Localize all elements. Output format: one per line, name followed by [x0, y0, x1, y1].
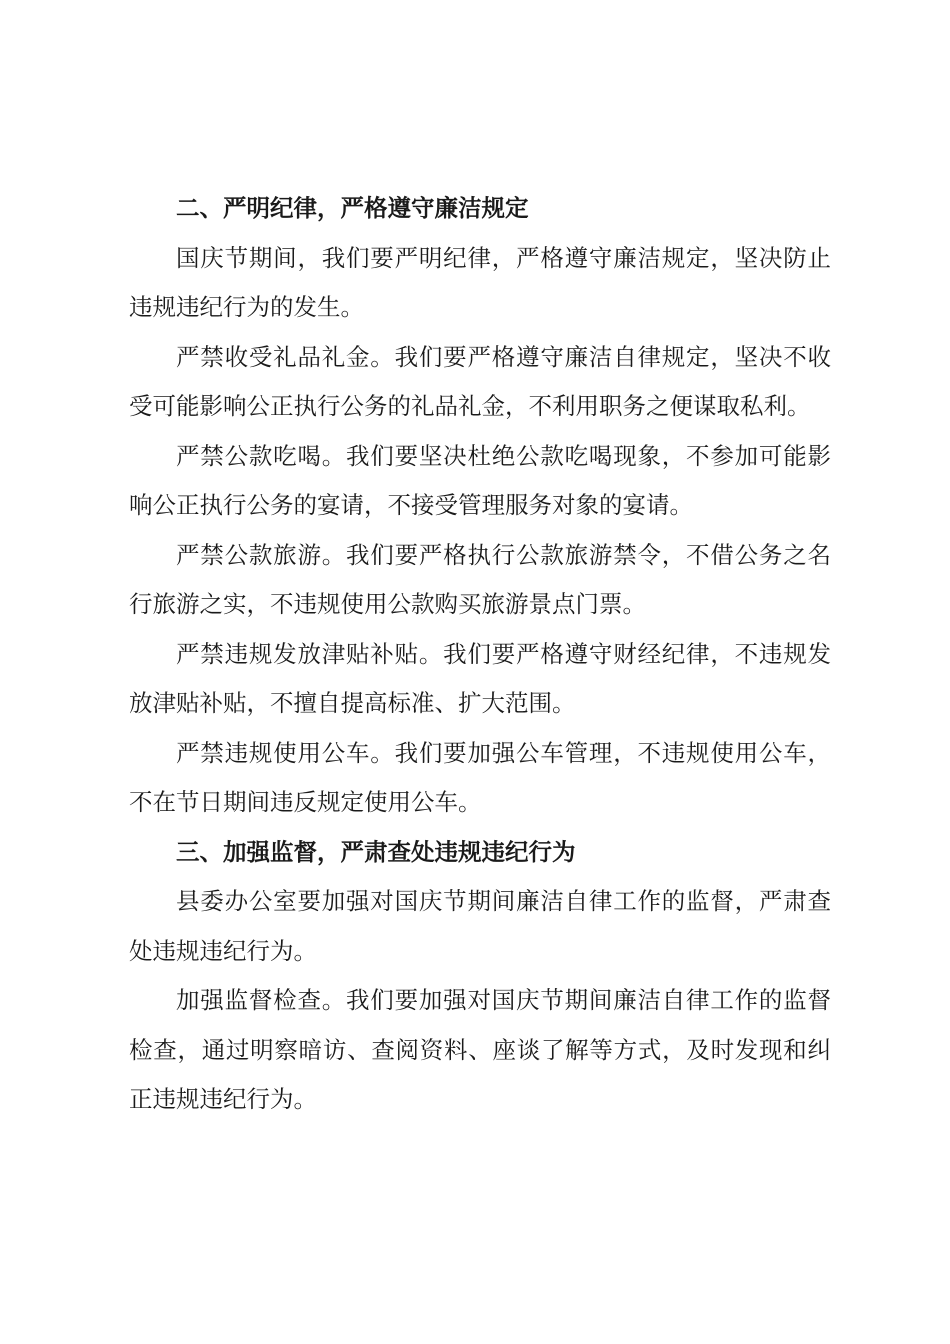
document-body — [129, 184, 831, 1125]
paragraph: 严禁违规使用公车。我们要加强公车管理，不违规使用公车，不在节日期间违反规定使用公车。 — [129, 738, 831, 816]
section-heading-discipline: 二、严明纪律，严格遵守廉洁规定 — [176, 194, 529, 222]
paragraph: 县委办公室要加强对国庆节期间廉洁自律工作的监督，严肃查处违规违纪行为。 — [129, 887, 831, 965]
section-heading-supervision: 三、加强监督，严肃查处违规违纪行为 — [176, 837, 576, 866]
paragraph: 加强监督检查。我们要加强对国庆节期间廉洁自律工作的监督检查，通过明察暗访、查阅资料、座谈了解等方式，及时发现和纠正违规违纪行为。 — [129, 986, 831, 1113]
paragraph: 国庆节期间，我们要严明纪律，严格遵守廉洁规定，坚决防止违规违纪行为的发生。 — [129, 243, 831, 321]
paragraph: 严禁收受礼品礼金。我们要严格遵守廉洁自律规定，坚决不收受可能影响公正执行公务的礼品礼金，不利用职务之便谋取私利。 — [129, 342, 831, 420]
paragraph: 严禁公款旅游。我们要严格执行公款旅游禁令，不借公务之名行旅游之实，不违规使用公款购买旅游景点门票。 — [129, 540, 831, 618]
paragraph: 严禁违规发放津贴补贴。我们要严格遵守财经纪律，不违规发放津贴补贴，不擅自提高标准、扩大范围。 — [129, 639, 831, 717]
paragraph: 严禁公款吃喝。我们要坚决杜绝公款吃喝现象，不参加可能影响公正执行公务的宴请，不接受管理服务对象的宴请。 — [129, 441, 831, 519]
